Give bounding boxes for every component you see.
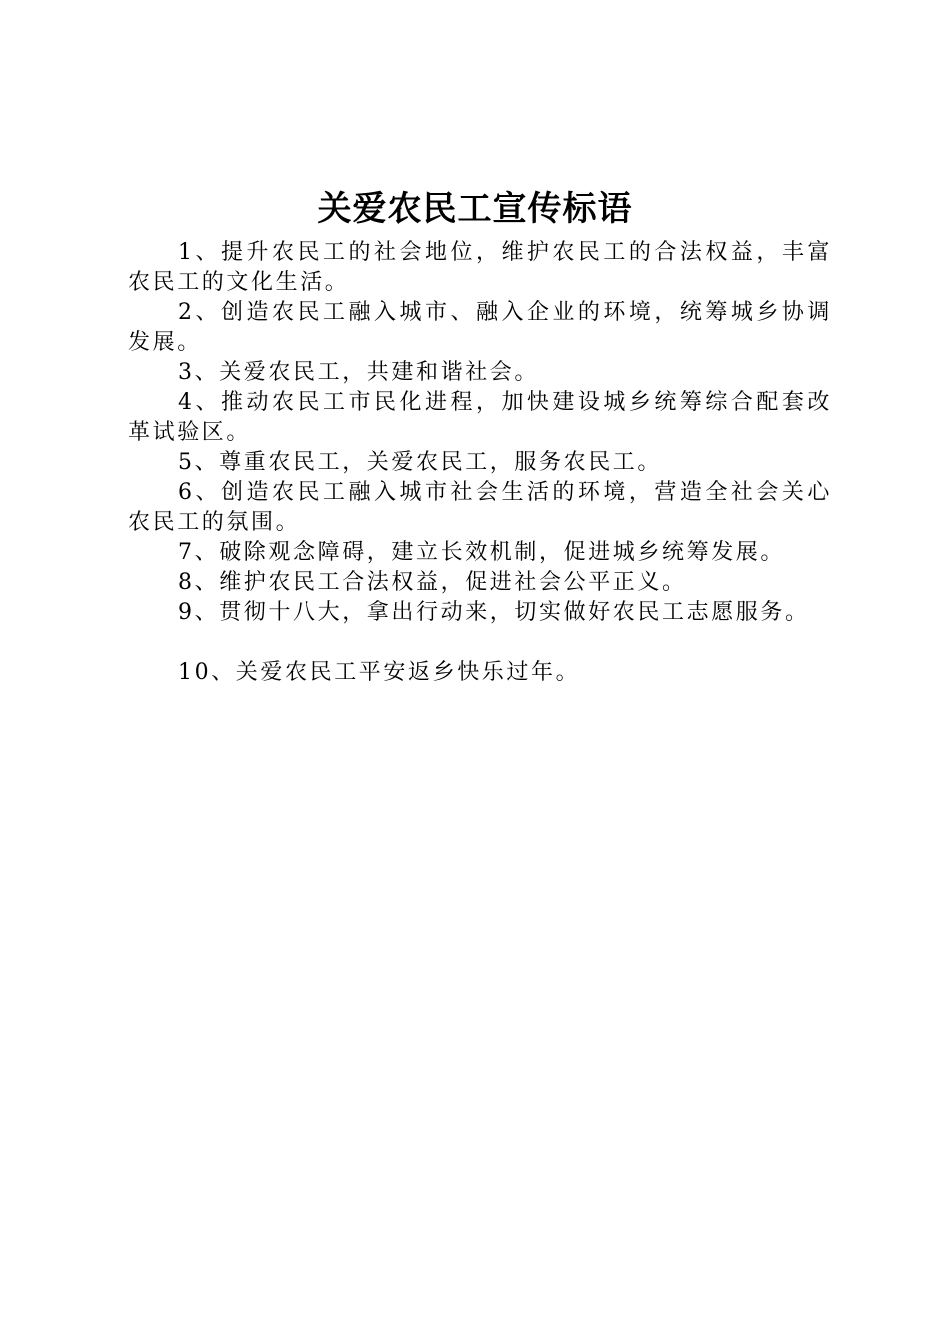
slogan-item: 10、关爱农民工平安返乡快乐过年。 [178, 660, 581, 685]
slogan-item: 5、尊重农民工，关爱农民工，服务农民工。 [178, 450, 662, 475]
slogan-item: 3、关爱农民工，共建和谐社会。 [178, 360, 539, 385]
slogan-list [128, 238, 832, 688]
document-title: 关爱农民工宣传标语 [317, 189, 633, 229]
slogan-item: 6、创造农民工融入城市社会生活的环境，营造全社会关心农民工的氛围。 [128, 480, 832, 535]
slogan-item: 9、贯彻十八大，拿出行动来，切实做好农民工志愿服务。 [178, 600, 810, 625]
slogan-item: 8、维护农民工合法权益，促进社会公平正义。 [178, 570, 687, 595]
slogan-item: 1、提升农民工的社会地位，维护农民工的合法权益，丰富农民工的文化生活。 [128, 240, 832, 295]
slogan-item: 7、破除观念障碍，建立长效机制，促进城乡统筹发展。 [178, 540, 785, 565]
blank-line [128, 628, 832, 658]
slogan-item: 4、推动农民工市民化进程，加快建设城乡统筹综合配套改革试验区。 [128, 390, 832, 445]
slogan-item: 2、创造农民工融入城市、融入企业的环境，统筹城乡协调发展。 [128, 300, 832, 355]
